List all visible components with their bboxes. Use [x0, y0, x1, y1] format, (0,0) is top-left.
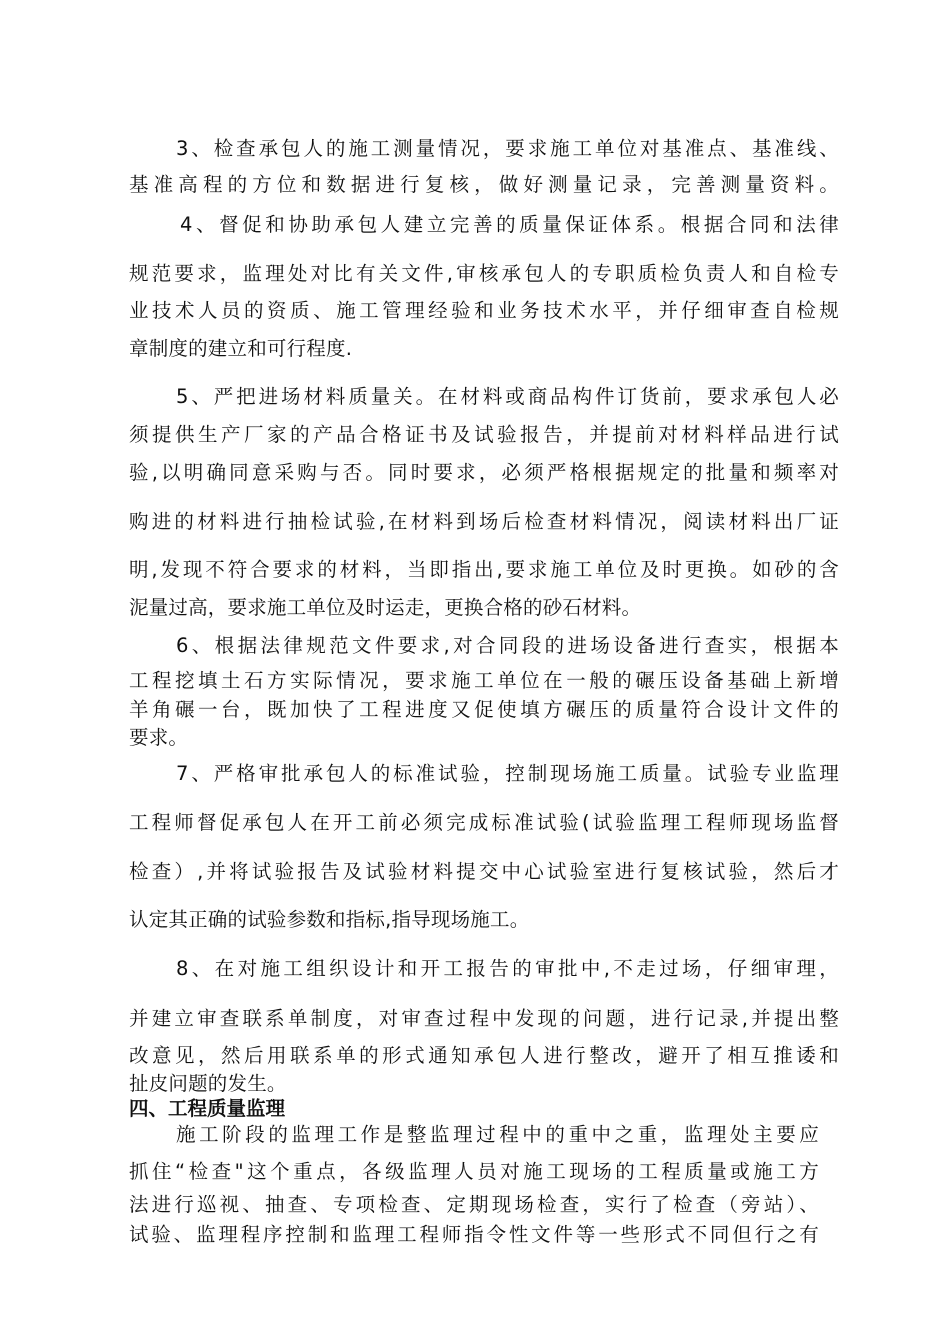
paragraph-6-line-3: 羊角碾一台，既加快了工程进度又促使填方碾压的质量符合设计文件的	[129, 698, 839, 721]
paragraph-7-line-3: 检查）,并将试验报告及试验材料提交中心试验室进行复核试验，然后才	[129, 860, 839, 883]
section-paragraph-line-4: 试验、监理程序控制和监理工程师指令性文件等一些形式不同但行之有	[129, 1223, 819, 1246]
paragraph-5-line-5: 明,发现不符合要求的材料，当即指出,要求施工单位及时更换。如砂的含	[129, 558, 839, 581]
paragraph-5-line-1: 5、严把进场材料质量关。在材料或商品构件订货前，要求承包人必	[176, 385, 839, 408]
paragraph-7-line-1: 7、严格审批承包人的标准试验，控制现场施工质量。试验专业监理	[176, 762, 839, 785]
paragraph-4-line-2: 规范要求，监理处对比有关文件,审核承包人的专职质检负责人和自检专	[129, 262, 839, 285]
paragraph-8-line-2: 并建立审查联系单制度，对审查过程中发现的问题，进行记录,并提出整	[129, 1007, 839, 1030]
paragraph-7-line-4: 认定其正确的试验参数和指标,指导现场施工。	[129, 908, 530, 931]
paragraph-6-line-2: 工程挖填土石方实际情况，要求施工单位在一般的碾压设备基础上新增	[129, 669, 839, 692]
paragraph-3-line-2: 基准高程的方位和数据进行复核，做好测量记录，完善测量资料。	[129, 173, 839, 196]
paragraph-4-line-1: 4、督促和协助承包人建立完善的质量保证体系。根据合同和法律	[180, 213, 839, 236]
paragraph-5-line-6: 泥量过高，要求施工单位及时运走，更换合格的砂石材料。	[129, 596, 642, 619]
section-paragraph-line-1: 施工阶段的监理工作是整监理过程中的重中之重，监理处主要应	[176, 1123, 819, 1146]
section-heading: 四、工程质量监理	[129, 1097, 286, 1120]
paragraph-3-line-1: 3、检查承包人的施工测量情况，要求施工单位对基准点、基准线、	[176, 137, 839, 160]
paragraph-5-line-4: 购进的材料进行抽检试验,在材料到场后检查材料情况，阅读材料出厂证	[129, 510, 839, 533]
section-paragraph-line-2: 抓住“检查"这个重点，各级监理人员对施工现场的工程质量或施工方	[129, 1160, 819, 1183]
paragraph-5-line-3: 验,以明确同意采购与否。同时要求，必须严格根据规定的批量和频率对	[129, 461, 839, 484]
paragraph-8-line-3: 改意见，然后用联系单的形式通知承包人进行整改，避开了相互推诿和	[129, 1044, 839, 1067]
paragraph-6-line-4: 要求。	[129, 726, 189, 749]
section-paragraph-line-3: 法进行巡视、抽查、专项检查、定期现场检查，实行了检查（旁站）、	[129, 1193, 819, 1216]
paragraph-8-line-1: 8、在对施工组织设计和开工报告的审批中,不走过场，仔细审理，	[176, 957, 839, 980]
paragraph-5-line-2: 须提供生产厂家的产品合格证书及试验报告，并提前对材料样品进行试	[129, 423, 839, 446]
paragraph-4-line-3: 业技术人员的资质、施工管理经验和业务技术水平，并仔细审查自检规	[129, 299, 839, 322]
paragraph-7-line-2: 工程师督促承包人在开工前必须完成标准试验(试验监理工程师现场监督	[129, 811, 839, 834]
paragraph-4-line-4: 章制度的建立和可行程度.	[129, 337, 353, 360]
paragraph-8-line-4: 扯皮问题的发生。	[129, 1072, 287, 1095]
paragraph-6-line-1: 6、根据法律规范文件要求,对合同段的进场设备进行查实，根据本	[176, 634, 839, 657]
